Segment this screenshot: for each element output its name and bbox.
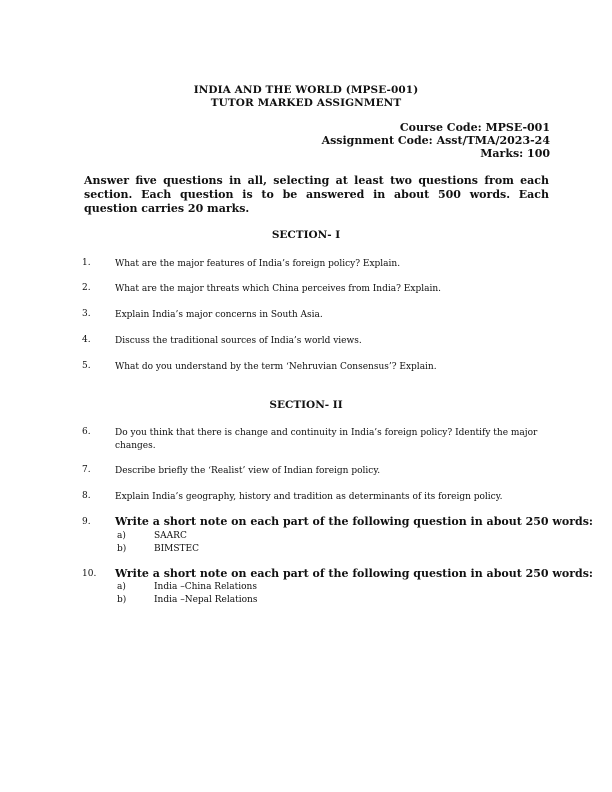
question-number: 9.: [82, 517, 91, 527]
document-subtitle: TUTOR MARKED ASSIGNMENT: [210, 97, 402, 109]
question-text: Explain India’s major concerns in South Asia.: [115, 310, 323, 320]
sub-question-text: India –Nepal Relations: [154, 595, 258, 605]
question-text: Explain India’s geography, history and tradition as determinants of its foreign policy.: [115, 492, 503, 502]
question-text: What do you understand by the term ‘Nehruvian Consensus’? Explain.: [115, 362, 437, 372]
sub-question-letter: a): [117, 582, 126, 592]
marks: Marks: 100: [480, 147, 550, 160]
question-number: 1.: [82, 258, 91, 268]
assignment-code: Assignment Code: Asst/TMA/2023-24: [321, 134, 550, 147]
question-text: Write a short note on each part of the following question in about 250 words:: [115, 515, 593, 528]
instructions: Answer five questions in all, selecting at least two questions from each section. Each question is to be answered in about 500 words. Each question carries 20 marks.: [84, 174, 549, 215]
question-number: 6.: [82, 427, 91, 437]
question-text: Write a short note on each part of the following question in about 250 words:: [115, 567, 593, 580]
question-number: 5.: [82, 361, 91, 371]
question-number: 2.: [82, 283, 91, 293]
question-number: 10.: [82, 569, 97, 579]
section-heading-1: SECTION- I: [271, 229, 341, 241]
document-title: INDIA AND THE WORLD (MPSE-001): [193, 84, 419, 96]
question-text: What are the major threats which China perceives from India? Explain.: [115, 284, 441, 294]
question-text: Discuss the traditional sources of India’s world views.: [115, 336, 362, 346]
question-text: What are the major features of India’s foreign policy? Explain.: [115, 259, 401, 269]
question-number: 4.: [82, 335, 91, 345]
sub-question-letter: b): [117, 595, 127, 605]
course-code: Course Code: MPSE-001: [399, 121, 550, 134]
sub-question-text: SAARC: [154, 531, 187, 541]
sub-question-text: India –China Relations: [154, 582, 257, 592]
sub-question-letter: b): [117, 544, 127, 554]
sub-question-text: BIMSTEC: [154, 544, 200, 554]
question-number: 7.: [82, 465, 91, 475]
question-text: Describe briefly the ‘Realist’ view of Indian foreign policy.: [115, 466, 381, 476]
question-number: 8.: [82, 491, 91, 501]
sub-question-letter: a): [117, 531, 126, 541]
section-heading-2: SECTION- II: [269, 399, 343, 411]
question-number: 3.: [82, 309, 91, 319]
question-text: Do you think that there is change and continuity in India’s foreign policy? Identify the major changes.: [115, 428, 538, 451]
